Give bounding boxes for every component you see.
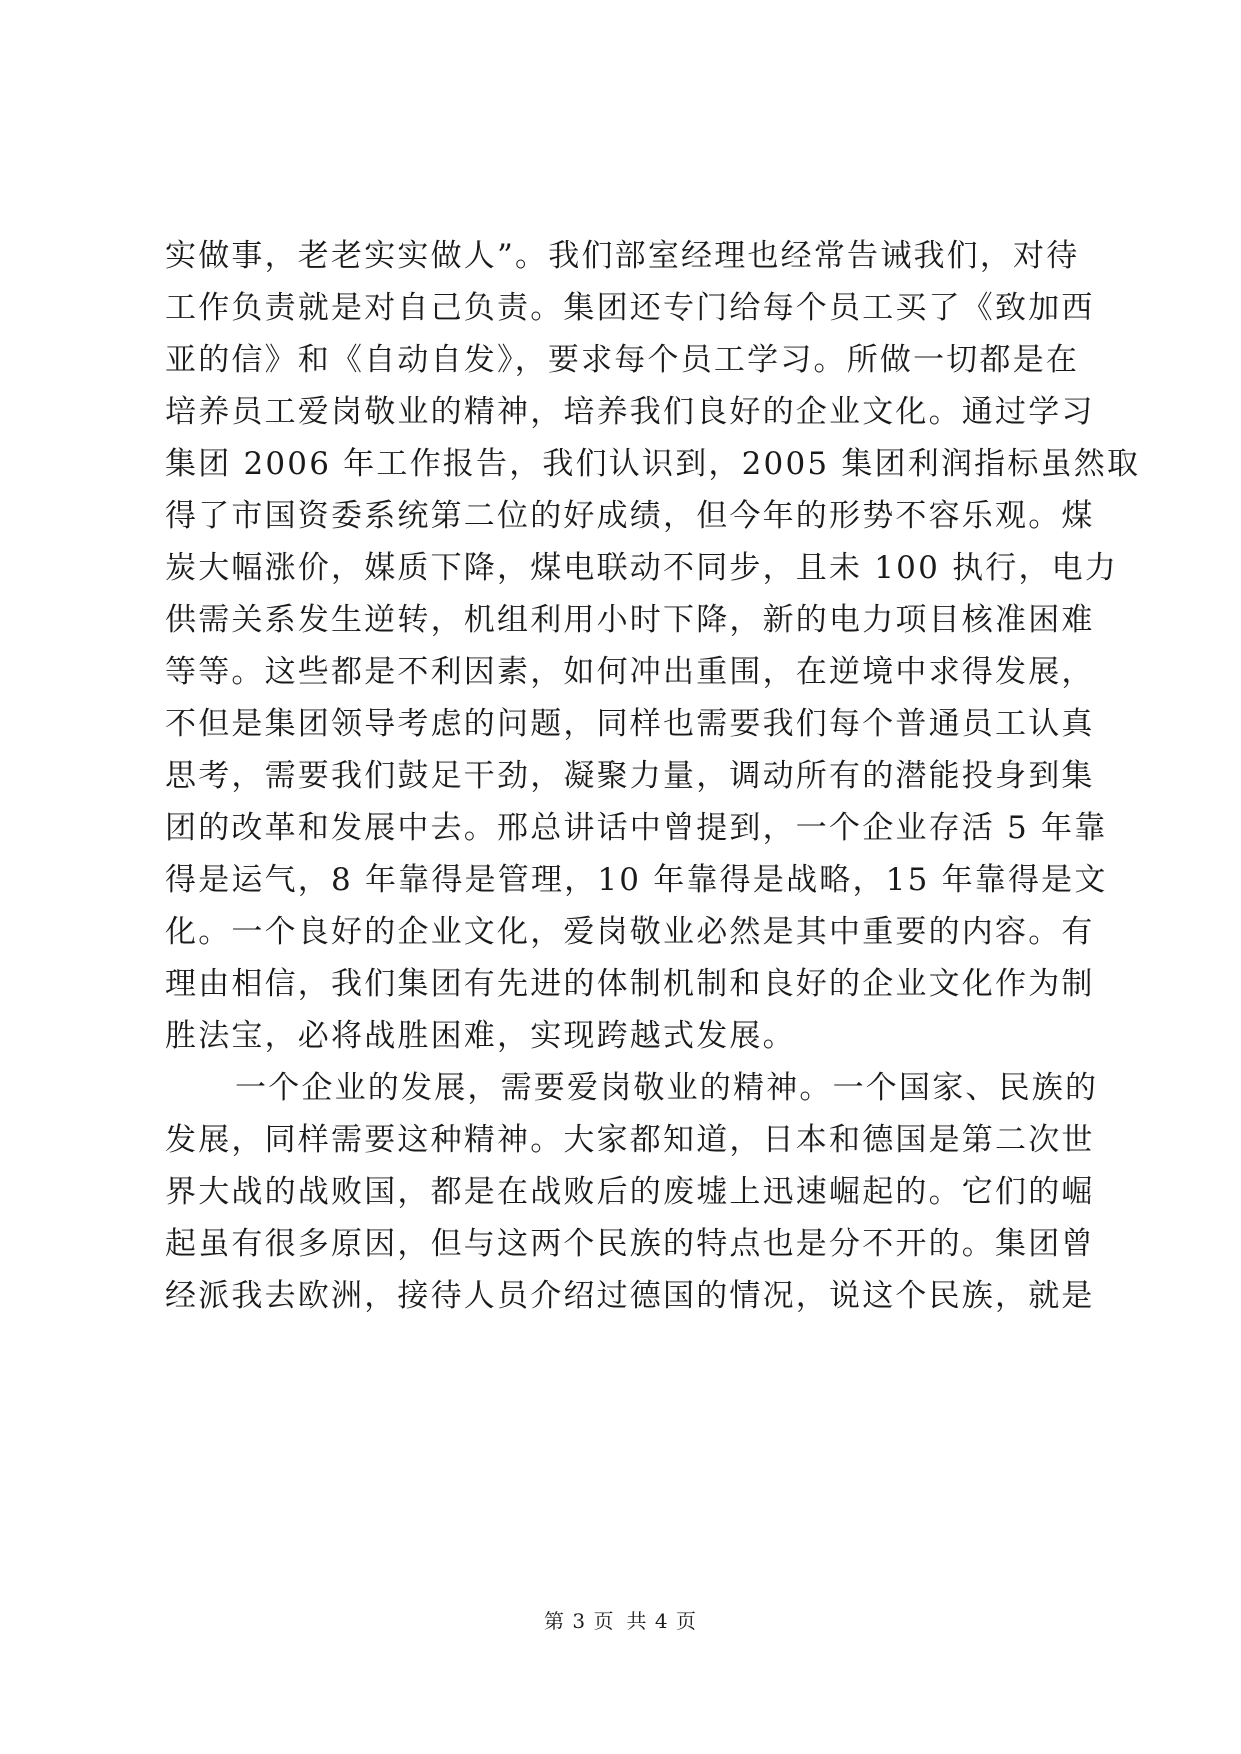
text-line: 经派我去欧洲，接待人员介绍过德国的情况，说这个民族，就是	[165, 1278, 1095, 1314]
text-line: 工作负责就是对自己负责。集团还专门给每个员工买了《致加西	[165, 290, 1095, 326]
page-footer	[0, 1605, 1241, 1634]
page-number: 第 3 页	[544, 1609, 615, 1633]
text-line: 思考，需要我们鼓足干劲，凝聚力量，调动所有的潜能投身到集	[165, 758, 1095, 794]
text-line: 起虽有很多原因，但与这两个民族的特点也是分不开的。集团曾	[165, 1226, 1095, 1262]
text-line: 亚的信》和《自动自发》，要求每个员工学习。所做一切都是在	[165, 342, 1080, 378]
text-line: 等等。这些都是不利因素，如何冲出重围，在逆境中求得发展，	[165, 654, 1095, 690]
text-line: 炭大幅涨价，媒质下降，煤电联动不同步，且未 100 执行，电力	[165, 550, 1119, 586]
text-line: 理由相信，我们集团有先进的体制机制和良好的企业文化作为制	[165, 966, 1095, 1002]
text-line: 胜法宝，必将战胜困难，实现跨越式发展。	[165, 1018, 796, 1054]
text-line: 不但是集团领导考虑的问题，同样也需要我们每个普通员工认真	[165, 706, 1095, 742]
page-total: 共 4 页	[626, 1609, 697, 1633]
text-line: 得了市国资委系统第二位的好成绩，但今年的形势不容乐观。煤	[165, 498, 1095, 534]
text-line: 集团 2006 年工作报告，我们认识到，2005 集团利润指标虽然取	[165, 446, 1141, 482]
text-line: 培养员工爱岗敬业的精神，培养我们良好的企业文化。通过学习	[165, 394, 1095, 430]
text-line: 得是运气，8 年靠得是管理，10 年靠得是战略，15 年靠得是文	[165, 862, 1108, 898]
body-text	[165, 230, 1141, 1322]
text-line: 实做事，老老实实做人”。我们部室经理也经常告诫我们，对待	[165, 238, 1080, 274]
text-line: 界大战的战败国，都是在战败后的废墟上迅速崛起的。它们的崛	[165, 1174, 1095, 1210]
text-line: 发展，同样需要这种精神。大家都知道，日本和德国是第二次世	[165, 1122, 1095, 1158]
text-line: 化。一个良好的企业文化，爱岗敬业必然是其中重要的内容。有	[165, 914, 1095, 950]
text-line: 供需关系发生逆转，机组利用小时下降，新的电力项目核准困难	[165, 602, 1095, 638]
text-line: 团的改革和发展中去。邢总讲话中曾提到，一个企业存活 5 年靠	[165, 810, 1108, 846]
paragraph-first-line: 一个企业的发展，需要爱岗敬业的精神。一个国家、民族的	[235, 1070, 1099, 1106]
